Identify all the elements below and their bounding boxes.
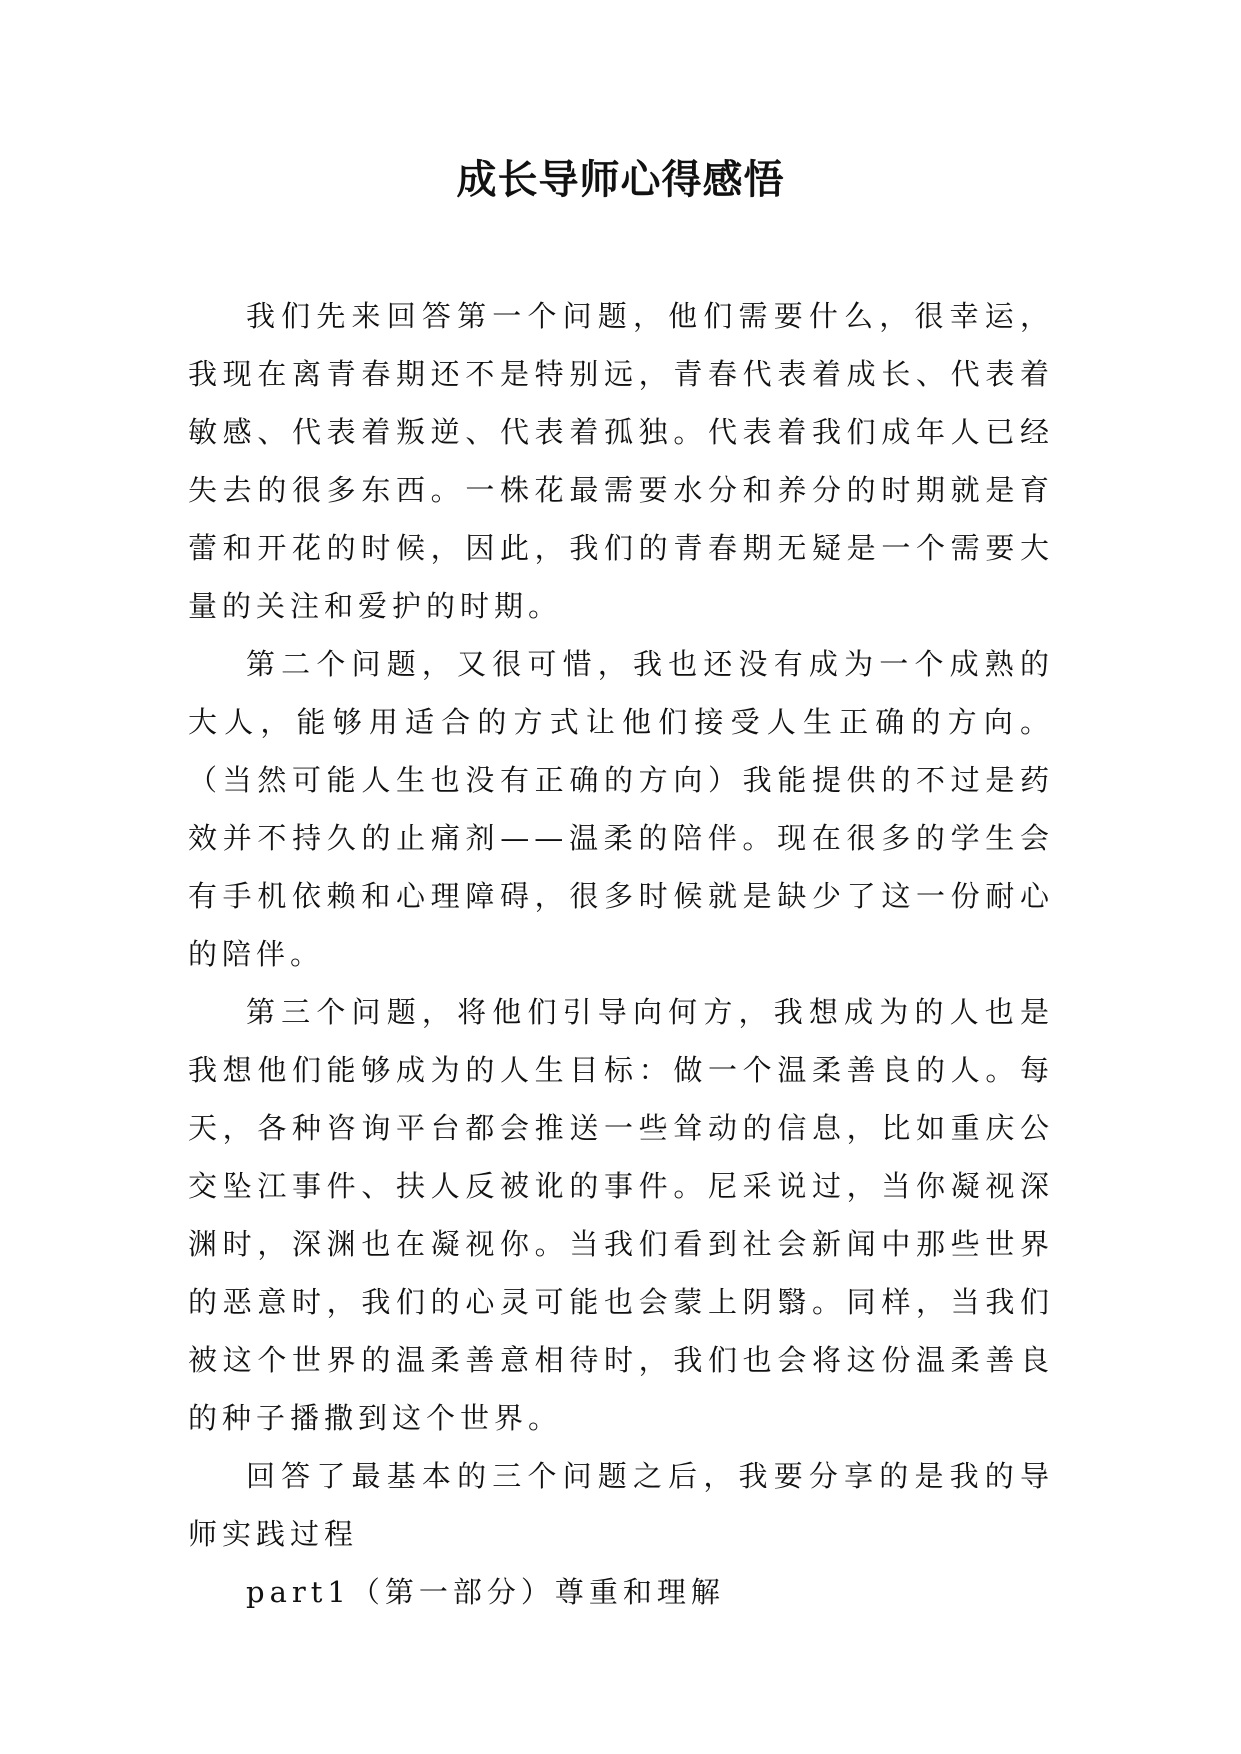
document-title: 成长导师心得感悟: [456, 157, 785, 203]
paragraph-4: 回答了最基本的三个问题之后，我要分享的是我的导师实践过程: [188, 1459, 1054, 1551]
paragraph-2: 第二个问题，又很可惜，我也还没有成为一个成熟的大人，能够用适合的方式让他们接受人生正确的方向。（当然可能人生也没有正确的方向）我能提供的不过是药效并不持久的止痛剂——温柔的陪伴。现在很多的学生会有手机依赖和心理障碍，很多时候就是缺少了这一份耐心的陪伴。: [188, 647, 1054, 971]
paragraph-1: 我们先来回答第一个问题，他们需要什么，很幸运，我现在离青春期还不是特别远，青春代表着成长、代表着敏感、代表着叛逆、代表着孤独。代表着我们成年人已经失去的很多东西。一株花最需要水分和养分的时期就是育蕾和开花的时候，因此，我们的青春期无疑是一个需要大量的关注和爱护的时期。: [188, 299, 1054, 623]
paragraph-3: 第三个问题，将他们引导向何方，我想成为的人也是我想他们能够成为的人生目标：做一个温柔善良的人。每天，各种咨询平台都会推送一些耸动的信息，比如重庆公交坠江事件、扶人反被讹的事件。尼采说过，当你凝视深渊时，深渊也在凝视你。当我们看到社会新闻中那些世界的恶意时，我们的心灵可能也会蒙上阴翳。同样，当我们被这个世界的温柔善意相待时，我们也会将这份温柔善良的种子播撒到这个世界。: [188, 995, 1054, 1435]
document-body: [188, 287, 1054, 1621]
paragraph-5: part1（第一部分）尊重和理解: [246, 1575, 725, 1609]
